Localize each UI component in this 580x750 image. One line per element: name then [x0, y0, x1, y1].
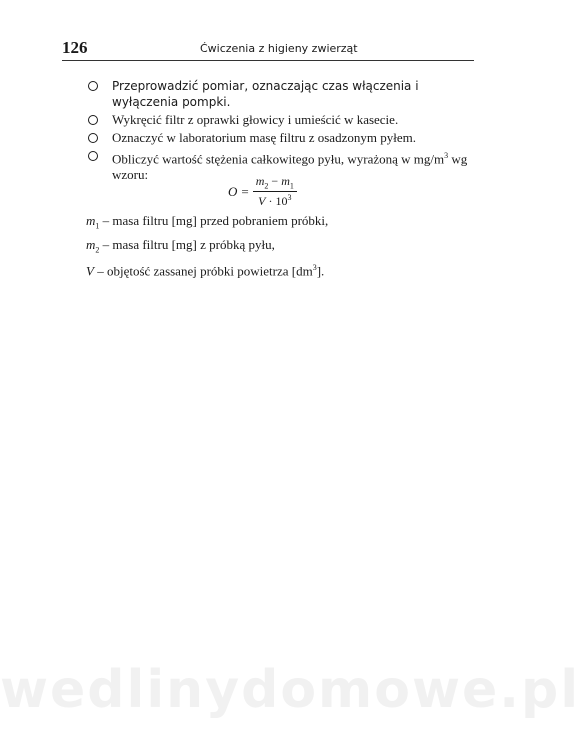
formula-fraction	[253, 174, 297, 209]
concentration-formula	[228, 174, 297, 209]
list-item	[86, 112, 476, 128]
step-text: Przeprowadzić pomiar, oznaczając czas włączenia i wyłączenia pompki.	[112, 79, 419, 109]
fraction-numerator: $m_2 - m_1$	[253, 174, 297, 192]
running-title: Ćwiczenia z higieny zwierząt	[200, 42, 358, 55]
formula-lhs: O	[228, 183, 238, 199]
procedure-list	[86, 78, 476, 185]
step-text-tail: wg wzoru:	[112, 151, 468, 183]
page-header	[62, 38, 474, 62]
fraction-denominator: $V \cdot 10^3$	[258, 193, 292, 209]
page-number: 126	[62, 38, 88, 57]
list-item	[86, 130, 476, 146]
definition-m2: $m_2$ – masa filtru [mg] z próbką pyłu,	[86, 236, 275, 255]
definition-v: V – objętość zassanej próbki powietrza $[dm^3]$.	[86, 263, 325, 279]
circle-bullet-icon	[88, 81, 98, 91]
circle-bullet-icon	[88, 115, 98, 125]
definition-m1: $m_1$ – masa filtru [mg] przed pobraniem próbki,	[86, 213, 329, 231]
step-text: Oznaczyć w laboratorium masę filtru z osadzonym pyłem.	[112, 130, 416, 145]
step-text: Wykręcić filtr z oprawki głowicy i umieścić w kasecie.	[112, 112, 399, 127]
step-text: Obliczyć wartość stężenia całkowitego pyłu, wyrażoną w mg/m	[112, 151, 445, 167]
list-item	[86, 78, 476, 110]
superscript: 3	[444, 151, 449, 160]
formula-equals: =	[241, 183, 249, 199]
circle-bullet-icon	[88, 151, 98, 161]
variable-definitions	[86, 212, 486, 281]
header-rule	[62, 60, 474, 61]
watermark: wedlinydomowe.pl	[0, 660, 580, 720]
circle-bullet-icon	[88, 133, 98, 143]
